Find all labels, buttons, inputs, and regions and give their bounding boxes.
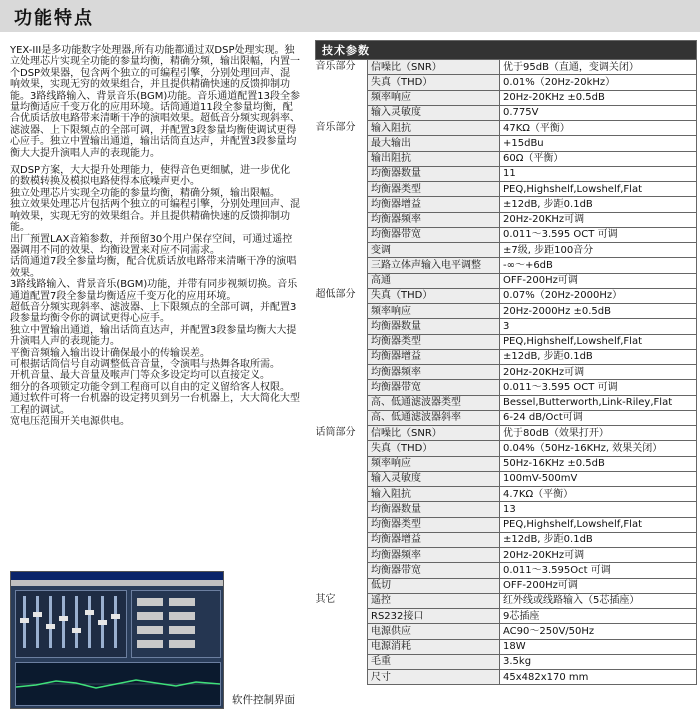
spec-row	[316, 151, 697, 166]
spec-group	[316, 105, 368, 120]
spec-value: 50Hz-16KHz ±0.5dB	[500, 456, 697, 471]
spec-row	[316, 639, 697, 654]
spec-row	[316, 319, 697, 334]
screenshot-fader-panel	[15, 590, 127, 658]
spec-value: PEQ,Highshelf,Lowshelf,Flat	[500, 334, 697, 349]
spec-value: OFF-200Hz可调	[500, 273, 697, 288]
spec-label: 频率响应	[368, 90, 500, 105]
feature-paragraph: YEX-III是多功能数字处理器,所有功能都通过双DSP处理实现。独立处理芯片实现全功能的参量均衡，精确分频，输出限幅，内置一个DSP效果器，包含两个独立的可编程引擎，分别处理回声、混响效果，实现无穷的效果组合，并且提供精确快速的反馈抑制功能。3路线路输入、背景音乐(BGM)功能。音乐通道配置13段全参量均衡适应千变万化的应用环境。话筒通道11段全参量均衡，配合优质话放电路带来清晰干净的演唱效果。超低音分频实现斜率、滤波器、上下限频点的全部可调，并配置3段参量均衡使调试更得心应手。独立中置输出通道，输出话筒直达声，并配置3段参量均衡大大提升演唱人声的表现能力。	[10, 45, 300, 159]
spec-value: ±12dB, 步距0.1dB	[500, 197, 697, 212]
spec-value: PEQ,Highshelf,Lowshelf,Flat	[500, 517, 697, 532]
spec-value: 0.775V	[500, 105, 697, 120]
spec-value: 优于80dB（效果打开）	[500, 426, 697, 441]
screenshot-fader	[36, 596, 39, 648]
page-title: 功能特点	[14, 8, 94, 29]
spec-value: +15dBu	[500, 136, 697, 151]
spec-value: 优于95dB（直通，变调关闭）	[500, 60, 697, 75]
screenshot-fader	[62, 596, 65, 648]
spec-value: 3	[500, 319, 697, 334]
spec-label: 输出阻抗	[368, 151, 500, 166]
screenshot-fader-knob	[85, 610, 94, 615]
screenshot-caption: 软件控制界面	[232, 694, 295, 706]
spec-label: 均衡器带宽	[368, 380, 500, 395]
spec-value: AC90～250V/50Hz	[500, 624, 697, 639]
spec-label: 均衡器增益	[368, 532, 500, 547]
spec-row	[316, 410, 697, 425]
feature-paragraph: 通过软件可将一台机器的设定拷贝到另一台机器上，大大简化大型工程的调试。	[10, 393, 300, 416]
spec-table	[315, 40, 697, 685]
spec-label: 均衡器频率	[368, 212, 500, 227]
spec-label: 电源消耗	[368, 639, 500, 654]
feature-paragraph: 超低音分频实现斜率、滤波器、上下限频点的全部可调，并配置3段参量均衡令你的调试更得心应手。	[10, 301, 297, 325]
spec-row	[316, 182, 697, 197]
spec-group	[316, 609, 368, 624]
spec-row	[316, 532, 697, 547]
screenshot-button	[137, 612, 163, 620]
spec-row	[316, 609, 697, 624]
spec-group	[316, 182, 368, 197]
spec-value: 47KΩ（平衡）	[500, 121, 697, 136]
spec-value: 9芯插座	[500, 609, 697, 624]
spec-label: 三路立体声输入电平调整	[368, 258, 500, 273]
spec-value: ±7级, 步距100音分	[500, 243, 697, 258]
spec-row	[316, 456, 697, 471]
spec-label: RS232接口	[368, 609, 500, 624]
spec-label: 输入灵敏度	[368, 105, 500, 120]
spec-row	[316, 258, 697, 273]
spec-row	[316, 593, 697, 608]
spec-value: 0.01%（20Hz-20kHz）	[500, 75, 697, 90]
spec-row	[316, 548, 697, 563]
spec-row	[316, 243, 697, 258]
spec-row	[316, 654, 697, 669]
spec-group	[316, 456, 368, 471]
feature-paragraph: 宽电压范围开关电源供电。	[10, 416, 130, 427]
spec-label: 高、低通滤波器类型	[368, 395, 500, 410]
spec-value: 20Hz-20KHz可调	[500, 365, 697, 380]
spec-row	[316, 60, 697, 75]
spec-group	[316, 75, 368, 90]
spec-label: 均衡器数量	[368, 166, 500, 181]
spec-value: 11	[500, 166, 697, 181]
spec-group	[316, 90, 368, 105]
spec-value: Bessel,Butterworth,Link-Riley,Flat	[500, 395, 697, 410]
spec-group	[316, 304, 368, 319]
spec-label: 均衡器频率	[368, 365, 500, 380]
spec-group	[316, 548, 368, 563]
spec-value: 红外线或线路输入（5芯插座）	[500, 593, 697, 608]
spec-value: 0.011～3.595 OCT 可调	[500, 227, 697, 242]
spec-row	[316, 670, 697, 685]
spec-value: 0.011～3.595Oct 可调	[500, 563, 697, 578]
spec-value: 45x482x170 mm	[500, 670, 697, 685]
eq-curve	[16, 663, 220, 705]
screenshot-eq-graph	[15, 662, 221, 706]
spec-label: 变调	[368, 243, 500, 258]
spec-label: 电源供应	[368, 624, 500, 639]
screenshot-fader-knob	[59, 616, 68, 621]
spec-value: 0.04%（50Hz-16KHz, 效果关闭）	[500, 441, 697, 456]
spec-label: 失真（THD）	[368, 441, 500, 456]
spec-row	[316, 471, 697, 486]
feature-paragraph: 可根据话筒信号自动调整低音音量，令演唱与热舞各取所需。	[10, 358, 280, 370]
spec-value: 20Hz-20KHz ±0.5dB	[500, 90, 697, 105]
spec-row	[316, 380, 697, 395]
spec-label: 均衡器数量	[368, 502, 500, 517]
spec-group	[316, 151, 368, 166]
spec-value: ±12dB, 步距0.1dB	[500, 532, 697, 547]
screenshot-fader	[88, 596, 91, 648]
spec-row	[316, 166, 697, 181]
spec-group	[316, 380, 368, 395]
spec-row	[316, 105, 697, 120]
spec-group: 话筒部分	[316, 426, 368, 441]
spec-label: 遥控	[368, 593, 500, 608]
spec-label: 尺寸	[368, 670, 500, 685]
spec-group: 音乐部分	[316, 121, 368, 136]
spec-label: 输入阻抗	[368, 487, 500, 502]
spec-row	[316, 365, 697, 380]
spec-value: ±12dB, 步距0.1dB	[500, 349, 697, 364]
spec-row	[316, 502, 697, 517]
spec-row	[316, 578, 697, 593]
spec-label: 均衡器类型	[368, 334, 500, 349]
screenshot-button	[169, 612, 195, 620]
spec-group	[316, 166, 368, 181]
spec-group: 音乐部分	[316, 60, 368, 75]
spec-group	[316, 471, 368, 486]
spec-label: 信噪比（SNR）	[368, 60, 500, 75]
spec-value: 4.7KΩ（平衡）	[500, 487, 697, 502]
spec-group	[316, 258, 368, 273]
spec-group	[316, 670, 368, 685]
feature-paragraph: 平衡音频输入输出设计确保最小的传输误差。	[10, 347, 210, 359]
spec-row	[316, 563, 697, 578]
spec-label: 均衡器类型	[368, 182, 500, 197]
spec-group	[316, 334, 368, 349]
spec-group	[316, 578, 368, 593]
spec-group	[316, 563, 368, 578]
spec-label: 均衡器带宽	[368, 227, 500, 242]
spec-row	[316, 75, 697, 90]
screenshot-fader	[114, 596, 117, 648]
screenshot-fader-knob	[33, 612, 42, 617]
feature-paragraph: 开机音量、最大音量及喉声门等众多设定均可以直接定义。	[10, 370, 270, 382]
spec-label: 均衡器数量	[368, 319, 500, 334]
feature-paragraph: 出厂预置LAX音箱参数，并预留30个用户保存空间，可通过遥控器调用不同的效果、均衡设置来对应不同需求。	[10, 233, 293, 256]
feature-list	[10, 45, 300, 427]
feature-paragraph: 话筒通道7段全参量均衡，配合优质话放电路带来清晰干净的演唱效果。	[10, 256, 297, 279]
spec-group: 其它	[316, 593, 368, 608]
spec-label: 均衡器带宽	[368, 563, 500, 578]
spec-label: 输入灵敏度	[368, 471, 500, 486]
spec-group	[316, 227, 368, 242]
spec-group	[316, 624, 368, 639]
screenshot-button	[169, 598, 195, 606]
spec-row	[316, 334, 697, 349]
spec-group	[316, 319, 368, 334]
screenshot-button	[137, 598, 163, 606]
spec-row	[316, 441, 697, 456]
spec-label: 信噪比（SNR）	[368, 426, 500, 441]
feature-paragraph: 细分的各项锁定功能令到工程商可以自由的定义留给客人权限。	[10, 381, 290, 393]
spec-value: 3.5kg	[500, 654, 697, 669]
spec-row	[316, 227, 697, 242]
page-header-bar	[0, 0, 700, 32]
spec-label: 均衡器增益	[368, 349, 500, 364]
spec-label: 高通	[368, 273, 500, 288]
screenshot-button	[137, 640, 163, 648]
spec-row	[316, 304, 697, 319]
spec-group	[316, 365, 368, 380]
spec-group	[316, 395, 368, 410]
feature-paragraph: 独立中置输出通道，输出话筒直达声，并配置3段参量均衡大大提升演唱人声的表现能力。	[10, 324, 297, 348]
spec-value: 20Hz-2000Hz ±0.5dB	[500, 304, 697, 319]
spec-row	[316, 212, 697, 227]
spec-value: -∞～+6dB	[500, 258, 697, 273]
spec-label: 高、低通滤波器斜率	[368, 410, 500, 425]
screenshot-fader-knob	[72, 628, 81, 633]
spec-label: 失真（THD）	[368, 288, 500, 303]
spec-group	[316, 212, 368, 227]
spec-group	[316, 441, 368, 456]
spec-group	[316, 502, 368, 517]
spec-group	[316, 349, 368, 364]
spec-value: PEQ,Highshelf,Lowshelf,Flat	[500, 182, 697, 197]
feature-paragraph: 双DSP方案，大大提升处理能力，使得音色更细腻，进一步优化的数模转换及模拟电路使得本底噪声更小。	[10, 165, 291, 188]
software-screenshot	[10, 571, 224, 709]
screenshot-fader	[75, 596, 78, 648]
spec-row	[316, 426, 697, 441]
screenshot-fader	[49, 596, 52, 648]
spec-row	[316, 395, 697, 410]
spec-row	[316, 288, 697, 303]
spec-label: 均衡器增益	[368, 197, 500, 212]
screenshot-fader-knob	[98, 620, 107, 625]
spec-group	[316, 136, 368, 151]
spec-label: 频率响应	[368, 456, 500, 471]
spec-table-title: 技术参数	[316, 41, 697, 60]
spec-value: 18W	[500, 639, 697, 654]
spec-row	[316, 197, 697, 212]
spec-value: 20Hz-20KHz可调	[500, 212, 697, 227]
screenshot-button	[169, 640, 195, 648]
spec-value: 60Ω（平衡）	[500, 151, 697, 166]
spec-row	[316, 136, 697, 151]
spec-value: 20Hz-20KHz可调	[500, 548, 697, 563]
spec-label: 输入阻抗	[368, 121, 500, 136]
spec-value: 6-24 dB/Oct可调	[500, 410, 697, 425]
spec-group	[316, 654, 368, 669]
screenshot-fader-knob	[20, 618, 29, 623]
spec-value: 0.011～3.595 OCT 可调	[500, 380, 697, 395]
spec-group: 超低部分	[316, 288, 368, 303]
spec-group	[316, 273, 368, 288]
screenshot-menubar	[11, 580, 223, 586]
feature-paragraph: 3路线路输入、背景音乐(BGM)功能，并带有同步视频切换。音乐通道配置7段全参量均衡适应千变万化的应用环境。	[10, 279, 298, 302]
spec-group	[316, 532, 368, 547]
screenshot-fader-knob	[46, 624, 55, 629]
screenshot-titlebar	[11, 572, 223, 580]
spec-group	[316, 639, 368, 654]
spec-label: 频率响应	[368, 304, 500, 319]
spec-value: OFF-200Hz可调	[500, 578, 697, 593]
spec-row	[316, 273, 697, 288]
spec-label: 毛重	[368, 654, 500, 669]
spec-label: 最大输出	[368, 136, 500, 151]
spec-label: 均衡器类型	[368, 517, 500, 532]
spec-value: 13	[500, 502, 697, 517]
feature-paragraph: 独立效果处理芯片包括两个独立的可编程引擎，分别处理回声、混响效果，实现无穷的效果组合。并且提供精确快速的反馈抑制功能。	[10, 199, 300, 234]
spec-row	[316, 487, 697, 502]
spec-value: 100mV-500mV	[500, 471, 697, 486]
spec-label: 低切	[368, 578, 500, 593]
spec-row	[316, 121, 697, 136]
spec-row	[316, 90, 697, 105]
spec-group	[316, 487, 368, 502]
spec-row	[316, 517, 697, 532]
screenshot-button	[169, 626, 195, 634]
spec-row	[316, 349, 697, 364]
spec-group	[316, 197, 368, 212]
spec-label: 均衡器频率	[368, 548, 500, 563]
spec-group	[316, 517, 368, 532]
spec-group	[316, 243, 368, 258]
feature-paragraph: 独立处理芯片实现全功能的参量均衡，精确分频，输出限幅。	[10, 187, 280, 199]
spec-label: 失真（THD）	[368, 75, 500, 90]
spec-value: 0.07%（20Hz-2000Hz）	[500, 288, 697, 303]
screenshot-button	[137, 626, 163, 634]
screenshot-fader-knob	[111, 614, 120, 619]
spec-row	[316, 624, 697, 639]
spec-group	[316, 410, 368, 425]
